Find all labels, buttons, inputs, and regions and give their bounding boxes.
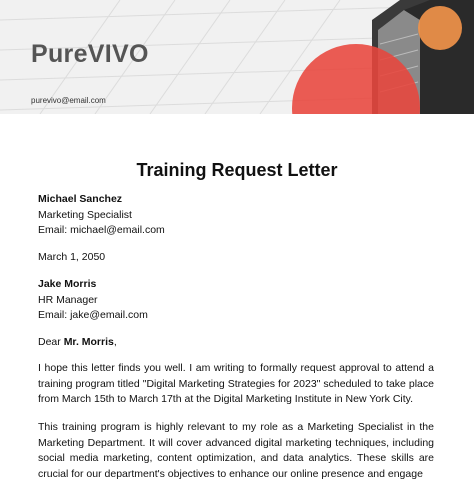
company-email: purevivo@email.com [31, 96, 106, 105]
salutation-suffix: , [113, 336, 117, 348]
body-paragraph-2: This training program is highly relevant to my role as a Marketing Specialist in the Marketing Department. It will cover advanced digital marketing techniques, including social media marketing, content optimization, and data analytics. These skills are crucial for our department's objectives to enhance our online presence and engage [38, 421, 434, 480]
recipient-name: Jake Morris [38, 278, 97, 290]
salutation [38, 336, 117, 348]
body-paragraph-1: I hope this letter finds you well. I am writing to formally request approval to attend a training program titled "Digital Marketing Strategies for 2023" scheduled to take place from March 15th to March 17th at the Digital Marketing Institute in New York City. [38, 362, 434, 405]
sender-role: Marketing Specialist [38, 209, 132, 221]
brand-logo-text: PureVIVO [31, 40, 149, 68]
recipient-role: HR Manager [38, 294, 98, 306]
salutation-prefix: Dear [38, 336, 64, 348]
salutation-name: Mr. Morris [63, 336, 114, 348]
letterhead [0, 0, 474, 114]
page-title: Training Request Letter [136, 160, 338, 180]
letter-date: March 1, 2050 [38, 251, 106, 263]
sender-name: Michael Sanchez [38, 193, 123, 205]
sender-email: Email: michael@email.com [38, 224, 165, 236]
recipient-email: Email: jake@email.com [38, 309, 148, 321]
